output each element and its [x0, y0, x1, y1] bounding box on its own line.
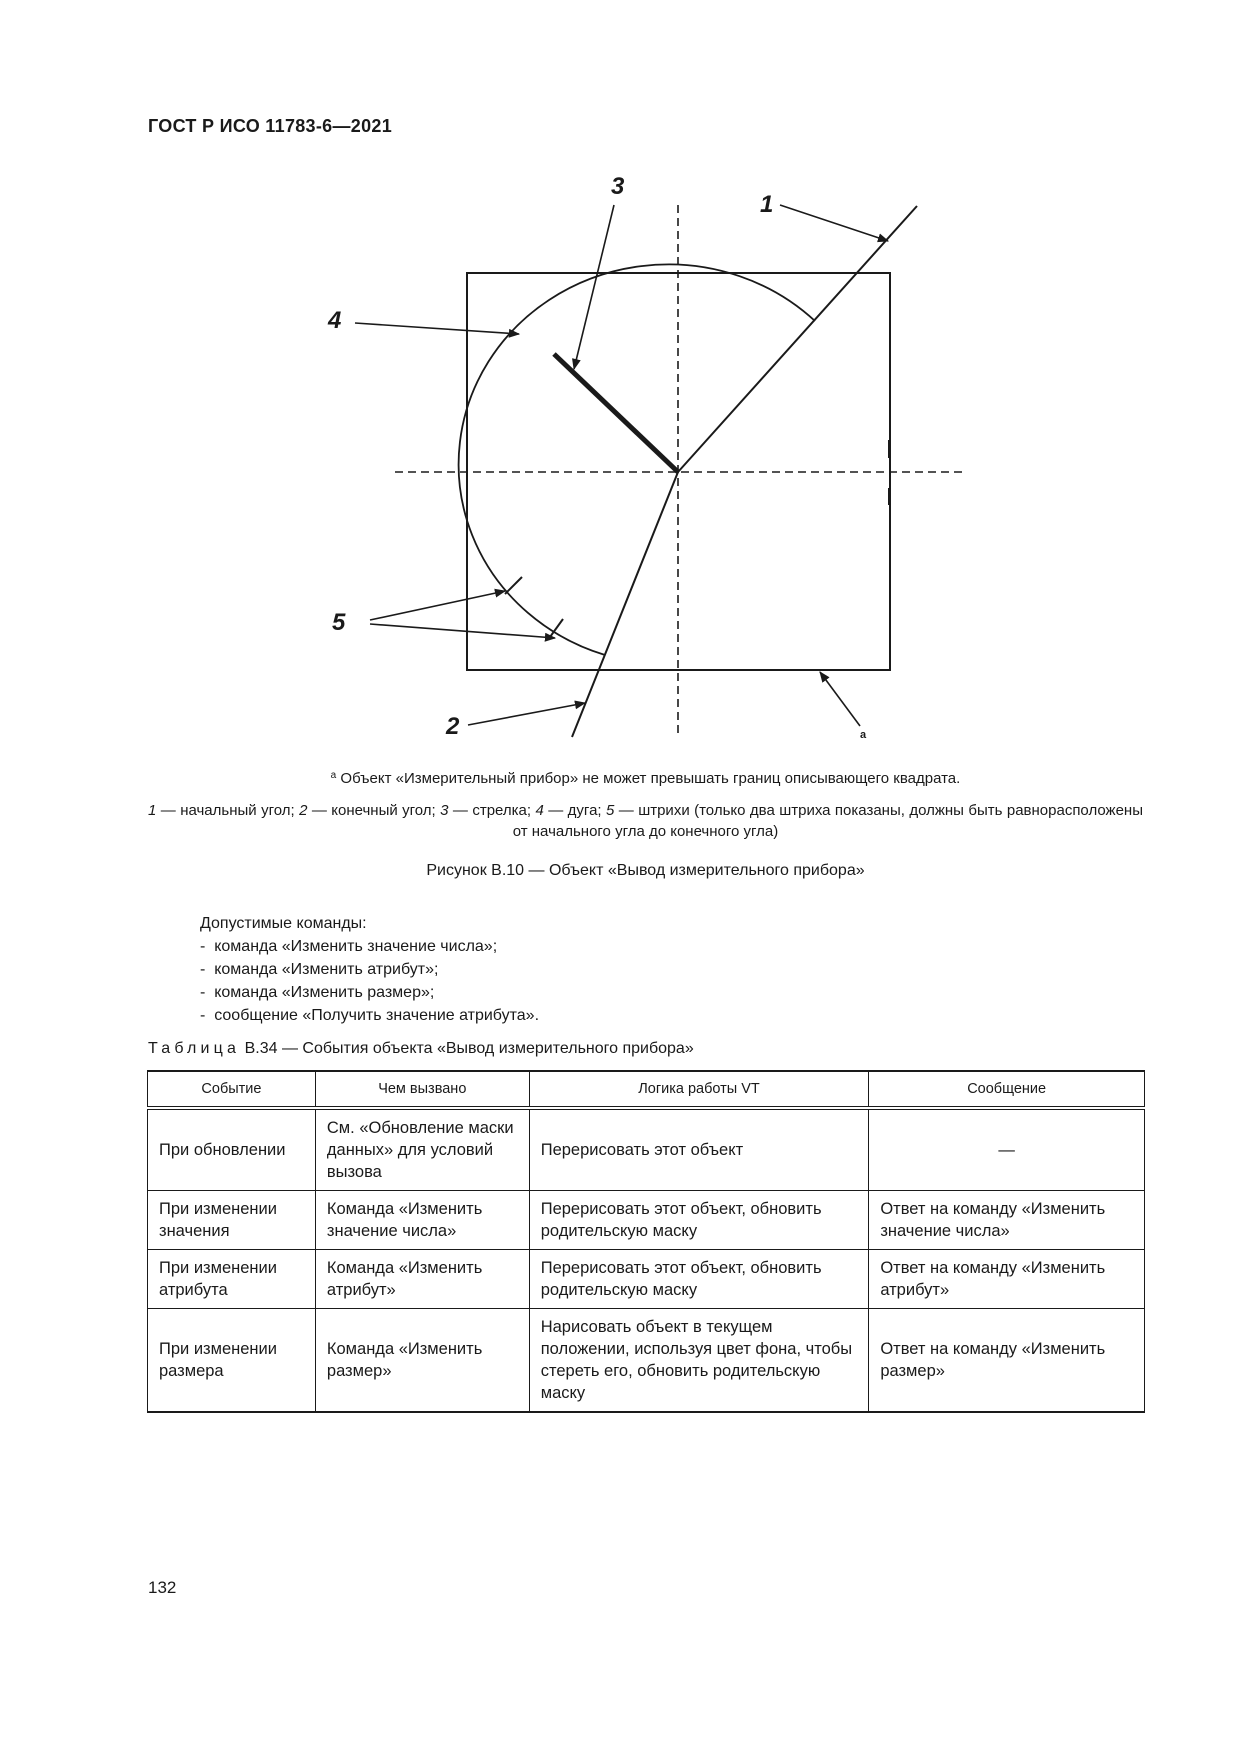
table-row [148, 1108, 1145, 1190]
table-cell: Нарисовать объект в текущем положении, используя цвет фона, чтобы стереть его, обновить родительскую маску [529, 1308, 869, 1412]
table-title [148, 1040, 694, 1058]
column-header: Событие [148, 1071, 316, 1108]
legend-text: — начальный угол; [156, 802, 300, 819]
column-header: Логика работы VT [529, 1071, 869, 1108]
table-row [148, 1308, 1145, 1412]
legend-text: — штрихи (только два штриха показаны, должны быть равнорасположены от начального угла до конечного угла) [512, 802, 1143, 840]
start-angle-line [678, 206, 917, 472]
legend-text: — дуга; [543, 802, 606, 819]
legend-num: 2 [299, 802, 308, 819]
list-item: - команда «Изменить размер»; [200, 981, 539, 1004]
figure-caption: Рисунок В.10 — Объект «Вывод измерительного прибора» [426, 862, 865, 879]
legend-num: 5 [606, 802, 615, 819]
leader-arrow-4 [355, 323, 519, 334]
table-cell: Команда «Изменить атрибут» [315, 1249, 529, 1308]
table-title-prefix: Таблица [148, 1040, 241, 1057]
list-item: - сообщение «Получить значение атрибута». [200, 1004, 539, 1027]
footnote-marker: а [330, 770, 337, 781]
leader-arrow-3 [574, 205, 614, 369]
leader-arrow-1 [780, 205, 888, 241]
meter-object-figure [0, 0, 1240, 780]
arc [459, 264, 815, 655]
column-header: Сообщение [869, 1071, 1145, 1108]
table-cell: — [869, 1108, 1145, 1190]
table-header-row [148, 1071, 1145, 1108]
end-angle-line [572, 472, 678, 737]
table-row [148, 1249, 1145, 1308]
commands-intro: Допустимые команды: [200, 915, 367, 932]
table-cell: При изменении размера [148, 1308, 316, 1412]
table-cell: При изменении значения [148, 1190, 316, 1249]
table-row [148, 1190, 1145, 1249]
legend-num: 4 [535, 802, 544, 819]
needle [554, 354, 678, 472]
column-header: Чем вызвано [315, 1071, 529, 1108]
label-1: 1 [760, 191, 774, 218]
label-3: 3 [611, 173, 625, 200]
commands-list [200, 935, 539, 1027]
label-note-marker: а [860, 729, 867, 741]
table-cell: Команда «Изменить значение числа» [315, 1190, 529, 1249]
leader-arrow-5b [370, 624, 555, 638]
events-table [147, 1070, 1145, 1413]
table-cell: Перерисовать этот объект [529, 1108, 869, 1190]
list-item: - команда «Изменить значение числа»; [200, 935, 539, 958]
table-cell: Перерисовать этот объект, обновить родительскую маску [529, 1249, 869, 1308]
table-title-rest: В.34 — События объекта «Вывод измерительного прибора» [240, 1040, 694, 1057]
table-cell: Ответ на команду «Изменить значение числа» [869, 1190, 1145, 1249]
table-cell: См. «Обновление маски данных» для условий вызова [315, 1108, 529, 1190]
leader-arrow-note [820, 672, 860, 726]
leader-arrow-2 [468, 703, 585, 725]
page-number: 132 [148, 1578, 177, 1597]
table-cell: Ответ на команду «Изменить размер» [869, 1308, 1145, 1412]
legend-num: 3 [440, 802, 449, 819]
table-cell: При изменении атрибута [148, 1249, 316, 1308]
label-4: 4 [328, 307, 342, 334]
leader-arrow-5a [370, 591, 505, 620]
table-cell: Ответ на команду «Изменить атрибут» [869, 1249, 1145, 1308]
legend-num: 1 [148, 802, 157, 819]
tick-mark [505, 577, 522, 594]
table-cell: Перерисовать этот объект, обновить родительскую маску [529, 1190, 869, 1249]
document-header: ГОСТ Р ИСО 11783-6—2021 [148, 116, 393, 136]
footnote-text: Объект «Измерительный прибор» не может превышать границ описывающего квадрата. [336, 770, 961, 787]
allowed-commands [200, 912, 539, 1027]
table-cell: При обновлении [148, 1108, 316, 1190]
legend-text: — стрелка; [448, 802, 536, 819]
table-cell: Команда «Изменить размер» [315, 1308, 529, 1412]
label-5: 5 [332, 609, 346, 636]
figure-footnote [148, 770, 1143, 787]
list-item: - команда «Изменить атрибут»; [200, 958, 539, 981]
figure-legend [148, 800, 1143, 842]
legend-text: — конечный угол; [307, 802, 441, 819]
label-2: 2 [446, 713, 460, 740]
